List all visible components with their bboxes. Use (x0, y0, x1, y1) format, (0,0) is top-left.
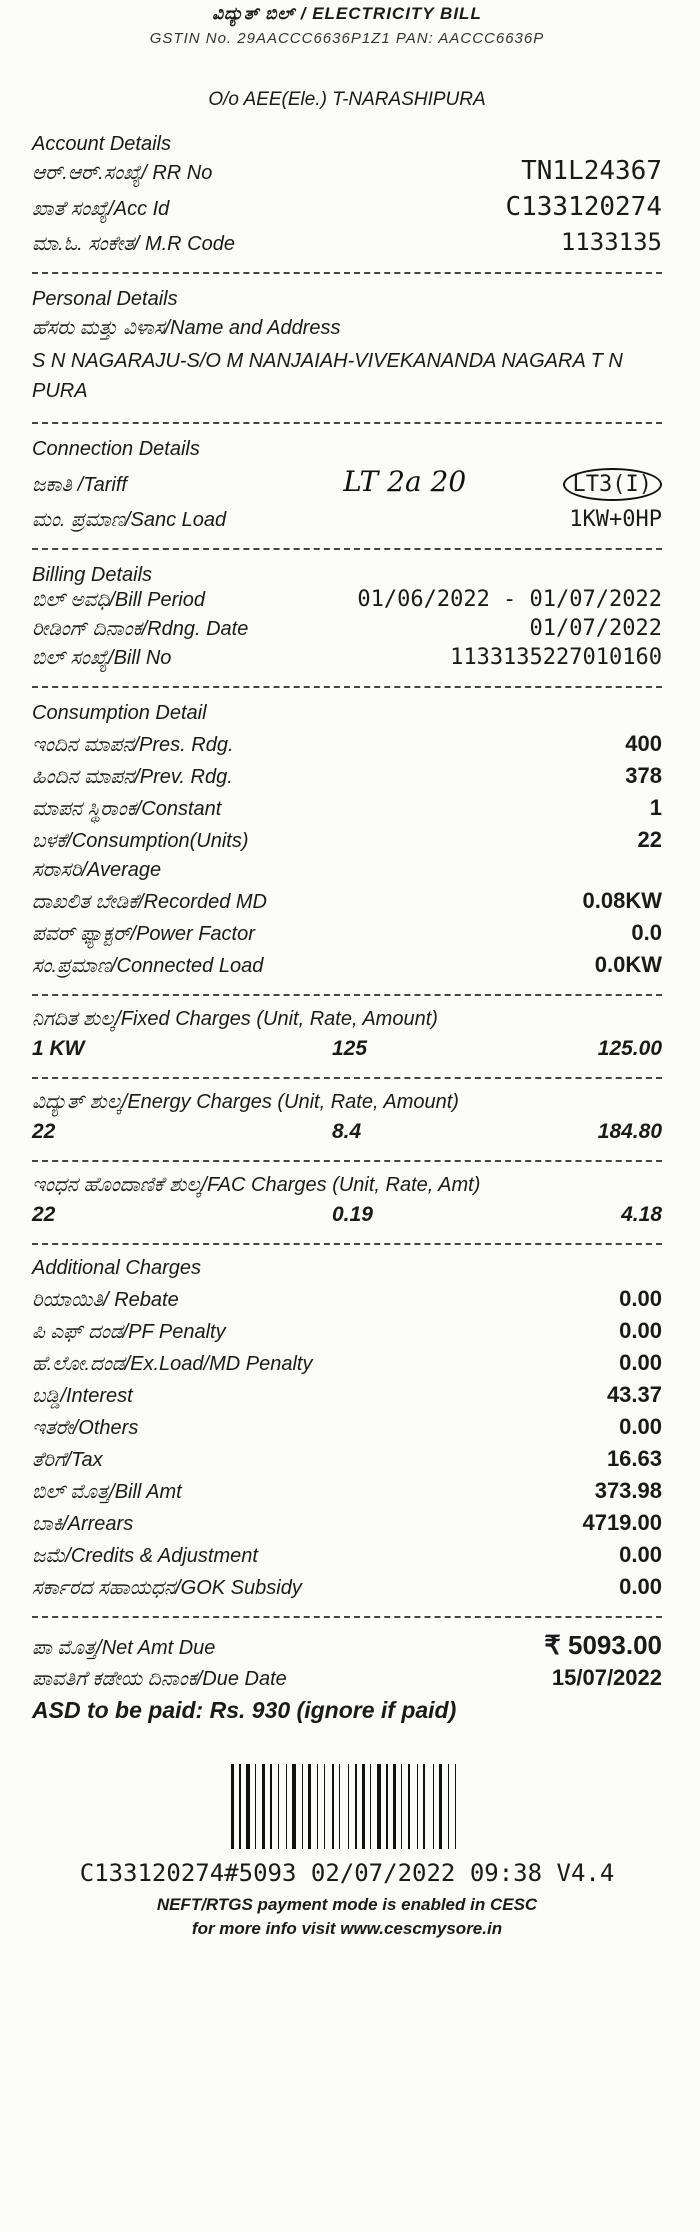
consumption-row (32, 731, 662, 757)
fixed-unit: 1 KW (32, 1037, 85, 1060)
barcode-bar (324, 1764, 325, 1849)
rdng-date-label: ರೀಡಿಂಗ್ ದಿನಾಂಕ/Rdng. Date (32, 618, 249, 640)
divider (32, 1160, 662, 1162)
consumption-value: 0.0 (631, 920, 662, 945)
barcode-bar (444, 1764, 446, 1849)
additional-charge-label: ಬಾಕಿ/Arrears (32, 1513, 134, 1535)
acc-row (32, 192, 662, 222)
consumption-label: ಇಂದಿನ ಮಾಪನ/Pres. Rdg. (32, 734, 234, 756)
gstin-line: GSTIN No. 29AACCC6636P1Z1 PAN: AACCC6636P (149, 30, 545, 47)
barcode-bar (377, 1764, 381, 1849)
mr-value: 1133135 (560, 228, 662, 256)
energy-charges-title: ವಿದ್ಯುತ್ ಶುಲ್ಕ/Energy Charges (Unit, Rate, Amount) (32, 1091, 459, 1113)
barcode-bar (359, 1764, 360, 1849)
barcode-bar (420, 1764, 421, 1849)
fixed-charges-row (32, 1037, 662, 1061)
barcode-bar (239, 1764, 241, 1849)
barcode-bar (390, 1764, 391, 1849)
consumption-row (32, 920, 662, 946)
footer-code-line: C133120274#5093 02/07/2022 09:38 V4.4 (79, 1859, 615, 1887)
consumption-list (32, 731, 662, 978)
barcode-bar (292, 1764, 296, 1849)
fac-charges-row (32, 1203, 662, 1227)
barcode-bar (274, 1764, 276, 1849)
tariff-row (32, 465, 662, 501)
additional-charge-row (32, 1286, 662, 1312)
divider (32, 1077, 662, 1079)
net-amount-label: ಪಾ ಮೊತ್ತ/Net Amt Due (32, 1637, 216, 1659)
billing-section-title: Billing Details (32, 564, 153, 586)
barcode-bar (231, 1764, 234, 1849)
additional-charge-value: 43.37 (606, 1382, 662, 1407)
additional-charge-row (32, 1446, 662, 1472)
additional-charge-row (32, 1350, 662, 1376)
barcode-bar (246, 1764, 250, 1849)
barcode-bar (243, 1764, 244, 1849)
energy-amount: 184.80 (597, 1120, 662, 1143)
additional-charge-row (32, 1382, 662, 1408)
barcode-bar (236, 1764, 237, 1849)
barcode-bar (308, 1764, 311, 1849)
barcode-bar (258, 1764, 260, 1849)
acc-label: ಖಾತೆ ಸಂಖ್ಯೆ/Acc Id (32, 198, 170, 220)
consumption-row (32, 827, 662, 853)
barcode-bar (417, 1764, 418, 1849)
consumption-label: ಸಂ.ಪ್ರಮಾಣ/Connected Load (32, 955, 264, 977)
sanc-load-value: 1KW+0HP (569, 507, 662, 532)
bill-period-row (32, 587, 662, 612)
consumption-value: 378 (625, 763, 662, 788)
sanc-load-label: ಮಂ. ಪ್ರಮಾಣ/Sanc Load (32, 509, 227, 531)
consumption-row (32, 952, 662, 978)
fac-unit: 22 (32, 1203, 56, 1226)
barcode-bar (313, 1764, 315, 1849)
barcode-bar (436, 1764, 437, 1849)
consumption-label: ಪವರ್ ಫ್ಯಾಕ್ಟರ್/Power Factor (32, 923, 255, 945)
additional-charge-label: ಹೆ.ಲೋ.ದಂಡ/Ex.Load/MD Penalty (32, 1353, 313, 1375)
office-name: O/o AEE(Ele.) T-NARASHIPURA (208, 89, 486, 110)
consumption-value: 22 (637, 827, 662, 852)
rr-row (32, 156, 662, 186)
additional-charge-row (32, 1542, 662, 1568)
consumption-row (32, 888, 662, 914)
net-amount-row (32, 1630, 662, 1661)
personal-section-title: Personal Details (32, 288, 178, 310)
bill-no-value: 1133135227010160 (450, 645, 662, 670)
barcode-bar (348, 1764, 349, 1849)
energy-charges-row (32, 1120, 662, 1144)
barcode-bar (298, 1764, 300, 1849)
barcode-bar (367, 1764, 368, 1849)
connection-section-title: Connection Details (32, 438, 200, 460)
additional-charge-label: ರಿಯಾಯಿತಿ/ Rebate (32, 1289, 179, 1311)
additional-charge-value: 16.63 (606, 1446, 662, 1471)
barcode-bar (342, 1764, 346, 1849)
consumption-value: 400 (625, 731, 662, 756)
barcode-bar (401, 1764, 402, 1849)
name-label: ಹೆಸರು ಮತ್ತು ವಿಳಾಸ/Name and Address (32, 317, 341, 339)
barcode-bar (255, 1764, 256, 1849)
barcode-bar (451, 1764, 453, 1849)
barcode-bar (332, 1764, 334, 1849)
additional-charge-row (32, 1574, 662, 1600)
additional-charge-row (32, 1414, 662, 1440)
barcode-bar (412, 1764, 415, 1849)
barcode-bar (455, 1764, 456, 1849)
energy-unit: 22 (32, 1120, 56, 1143)
additional-charge-label: ಬಡ್ಡಿ/Interest (32, 1385, 133, 1407)
barcode-bar (398, 1764, 399, 1849)
fac-amount: 4.18 (621, 1203, 662, 1226)
additional-charge-label: ಇತರೇ/Others (32, 1417, 139, 1439)
barcode-bar (427, 1764, 431, 1849)
additional-charge-value: 0.00 (619, 1574, 662, 1599)
additional-charge-row (32, 1318, 662, 1344)
consumption-value: 0.08KW (582, 888, 662, 913)
account-section-title: Account Details (32, 133, 171, 155)
additional-charge-row (32, 1478, 662, 1504)
barcode-bar (320, 1764, 322, 1849)
additional-charges-list (32, 1286, 662, 1600)
fixed-charges-title: ನಿಗದಿತ ಶುಲ್ಕ/Fixed Charges (Unit, Rate, Amount) (32, 1008, 438, 1030)
consumption-row (32, 859, 662, 882)
barcode-bar (262, 1764, 265, 1849)
website-notice: for more info visit www.cescmysore.in (191, 1919, 503, 1938)
barcode-bar (404, 1764, 406, 1849)
consumption-row (32, 795, 662, 821)
barcode (32, 1764, 662, 1849)
asd-notice: ASD to be paid: Rs. 930 (ignore if paid) (32, 1697, 457, 1723)
rr-label: ಆರ್.ಆರ್.ಸಂಖ್ಯೆ/ RR No (32, 162, 213, 184)
bill-period-value: 01/06/2022 - 01/07/2022 (357, 587, 662, 612)
acc-value: C133120274 (505, 192, 662, 222)
rdng-date-value: 01/07/2022 (529, 616, 662, 641)
barcode-bar (252, 1764, 253, 1849)
tariff-handwritten-note: LT 2a 20 (343, 465, 467, 498)
barcode-bar (281, 1764, 284, 1849)
bill-no-row (32, 645, 662, 670)
fac-charges-title: ಇಂಧನ ಹೊಂದಾಣಿಕೆ ಶುಲ್ಕ/FAC Charges (Unit, Rate, Amt) (32, 1174, 481, 1196)
consumption-label: ಬಳಕೆ/Consumption(Units) (32, 830, 249, 852)
tariff-value: LT3(I) (563, 468, 662, 501)
fixed-rate: 125 (332, 1037, 368, 1060)
consumption-section-title: Consumption Detail (32, 702, 207, 724)
name-address-value: S N NAGARAJU-S/O M NANJAIAH-VIVEKANANDA NAGARA T N PURA (32, 350, 623, 402)
due-date-value: 15/07/2022 (551, 1665, 662, 1690)
fixed-amount: 125.00 (597, 1037, 662, 1060)
mr-row (32, 228, 662, 256)
barcode-bar (289, 1764, 290, 1849)
additional-charge-value: 0.00 (619, 1350, 662, 1375)
rdng-date-row (32, 616, 662, 641)
barcode-bar (373, 1764, 375, 1849)
consumption-label: ಹಿಂದಿನ ಮಾಪನ/Prev. Rdg. (32, 766, 233, 788)
additional-charge-label: ಜಮೆ/Credits & Adjustment (32, 1545, 258, 1567)
barcode-bar (423, 1764, 425, 1849)
barcode-bar (286, 1764, 287, 1849)
bill-no-label: ಬಿಲ್ ಸಂಖ್ಯೆ/Bill No (32, 647, 172, 669)
consumption-row (32, 763, 662, 789)
barcode-bar (317, 1764, 318, 1849)
rr-value: TN1L24367 (521, 156, 662, 186)
barcode-bar (386, 1764, 388, 1849)
divider (32, 548, 662, 550)
additional-charge-value: 4719.00 (582, 1510, 662, 1535)
barcode-bar (339, 1764, 340, 1849)
additional-charge-label: ಪಿ ಎಫ್ ದಂಡ/PF Penalty (32, 1321, 226, 1343)
bill-heading: ವಿದ್ಯುತ್ ಬಿಲ್ / ELECTRICITY BILL (212, 4, 482, 23)
divider (32, 422, 662, 424)
divider (32, 272, 662, 274)
additional-charge-value: 0.00 (619, 1318, 662, 1343)
barcode-bar (351, 1764, 353, 1849)
barcode-bar (270, 1764, 272, 1849)
additional-charge-label: ಸರ್ಕಾರದ ಸಹಾಯಧನ/GOK Subsidy (32, 1577, 302, 1599)
barcode-bar (439, 1764, 442, 1849)
barcode-bar (305, 1764, 306, 1849)
barcode-bar (393, 1764, 396, 1849)
sanc-load-row (32, 507, 662, 532)
divider (32, 1616, 662, 1618)
barcode-bar (433, 1764, 434, 1849)
barcode-bar (383, 1764, 384, 1849)
energy-rate: 8.4 (332, 1120, 362, 1143)
net-amount-value: ₹ 5093.00 (544, 1630, 662, 1660)
consumption-label: ಸರಾಸರಿ/Average (32, 859, 162, 881)
barcode-bar (370, 1764, 371, 1849)
divider (32, 1243, 662, 1245)
additional-charge-label: ಬಿಲ್ ಮೊತ್ತ/Bill Amt (32, 1481, 182, 1503)
barcode-bar (302, 1764, 303, 1849)
tariff-label: ಜಕಾತಿ /Tariff (32, 474, 127, 496)
barcode-bar (408, 1764, 410, 1849)
additional-charge-row (32, 1510, 662, 1536)
bill-period-label: ಬಿಲ್ ಅವಧಿ/Bill Period (32, 589, 205, 611)
neft-notice: NEFT/RTGS payment mode is enabled in CESC (156, 1895, 538, 1914)
consumption-label: ದಾಖಲಿತ ಬೇಡಿಕೆ/Recorded MD (32, 891, 267, 913)
due-date-label: ಪಾವತಿಗೆ ಕಡೇಯ ದಿನಾಂಕ/Due Date (32, 1668, 287, 1690)
barcode-bar (362, 1764, 365, 1849)
barcode-bar (458, 1764, 461, 1849)
consumption-value: 1 (649, 795, 662, 820)
due-date-row (32, 1665, 662, 1691)
divider (32, 686, 662, 688)
barcode-bar (278, 1764, 279, 1849)
additional-charge-label: ತೆರಿಗೆ/Tax (32, 1449, 103, 1471)
consumption-value: 0.0KW (594, 952, 662, 977)
fac-rate: 0.19 (332, 1203, 373, 1226)
additional-section-title: Additional Charges (32, 1257, 201, 1279)
additional-charge-value: 0.00 (619, 1542, 662, 1567)
consumption-label: ಮಾಪನ ಸ್ಥಿರಾಂಕ/Constant (32, 798, 222, 820)
mr-label: ಮಾ.ಓ. ಸಂಕೇತ/ M.R Code (32, 233, 235, 255)
divider (32, 994, 662, 996)
additional-charge-value: 0.00 (619, 1414, 662, 1439)
barcode-bar (448, 1764, 449, 1849)
additional-charge-value: 0.00 (619, 1286, 662, 1311)
barcode-bar (355, 1764, 357, 1849)
barcode-bar (336, 1764, 337, 1849)
additional-charge-value: 373.98 (594, 1478, 662, 1503)
barcode-bar (327, 1764, 330, 1849)
barcode-bar (267, 1764, 268, 1849)
